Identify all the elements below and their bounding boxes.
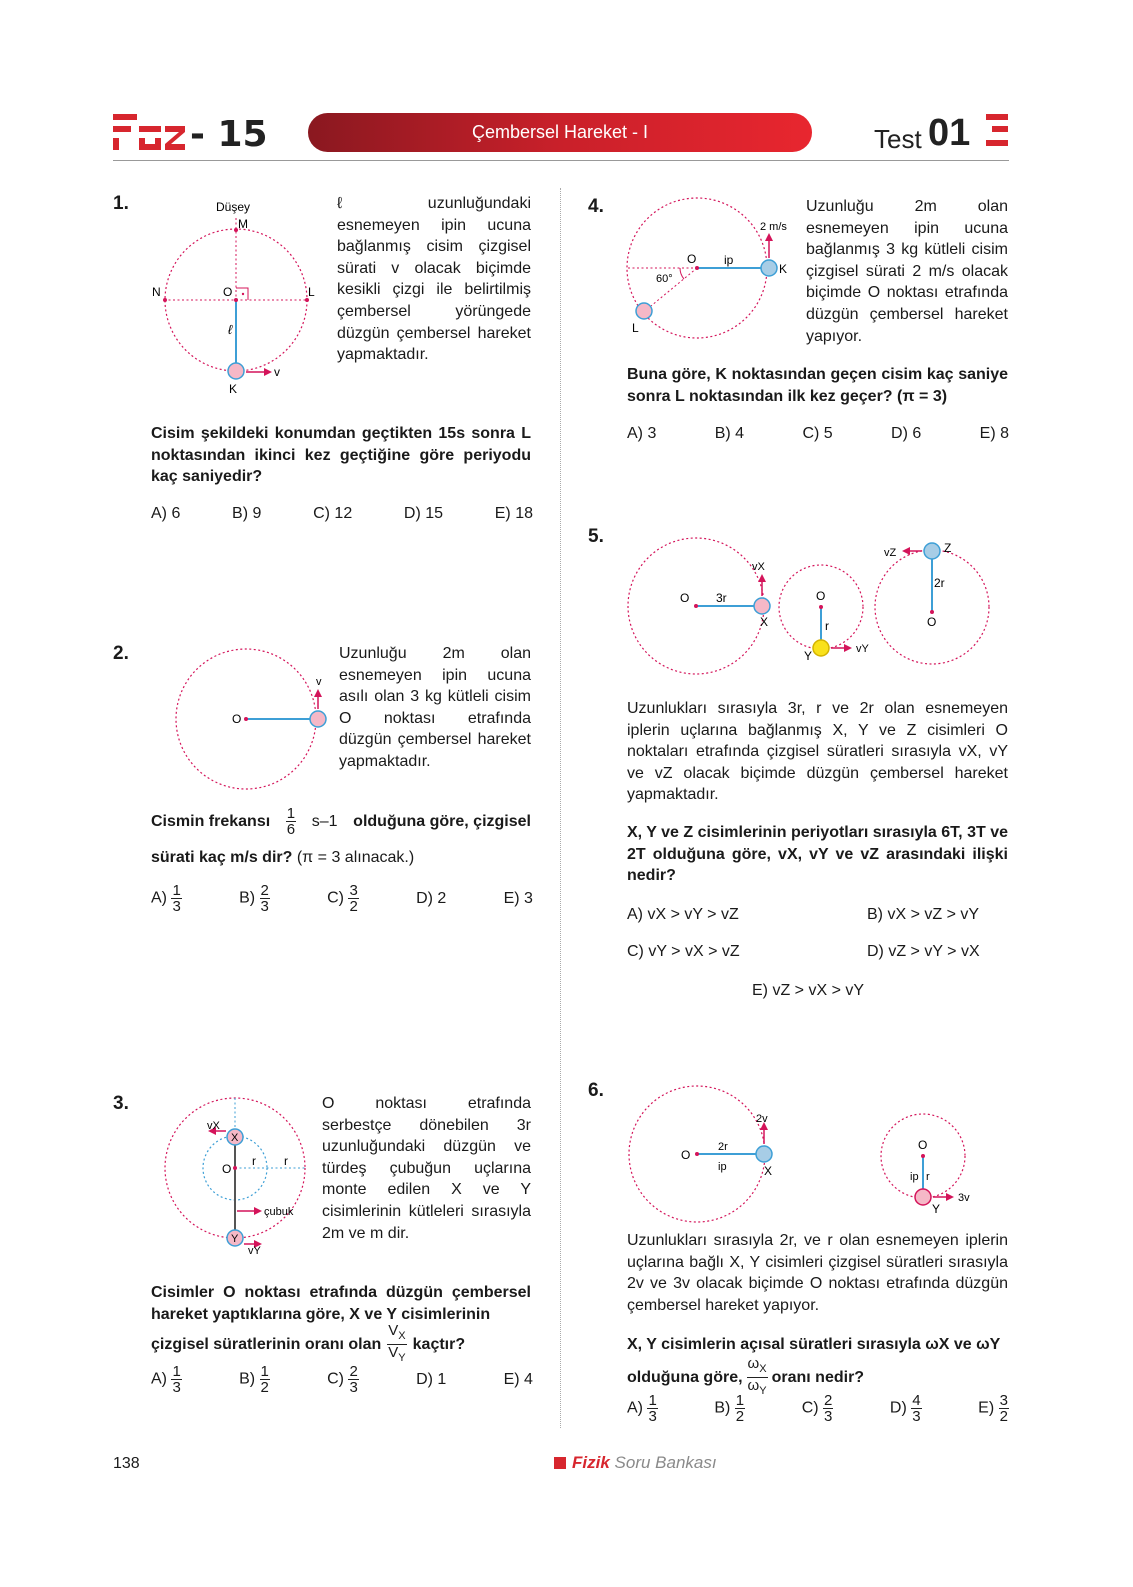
svg-text:ip: ip <box>724 253 734 267</box>
svg-text:O: O <box>927 615 937 629</box>
svg-text:ip: ip <box>910 1171 919 1183</box>
q6-question-line2: olduğuna göre, $\frac{\omega_X}{\omega_Y}$ oranı nedir? <box>627 1355 865 1397</box>
option-d[interactable]: D) 6 <box>891 425 922 442</box>
option-a[interactable]: A) 6 <box>151 505 181 522</box>
option-a[interactable]: A) vX > vY > vZ <box>627 906 739 923</box>
svg-text:X: X <box>231 1132 239 1144</box>
q2-question-line1: Cismin frekansı $\frac{1}{6}$ s–1 olduğuna göre, çizgisel <box>151 805 531 838</box>
option-c[interactable]: C) 12 <box>313 505 353 522</box>
option-b[interactable]: B) $\frac{1}{2}$ <box>714 1392 745 1425</box>
option-d[interactable]: D) vZ > vY > vX <box>867 943 980 960</box>
svg-text:2v: 2v <box>756 1113 768 1125</box>
q2-question-line2: sürati kaç m/s dir? (π = 3 alınacak.) <box>151 849 415 866</box>
svg-text:2r: 2r <box>718 1141 728 1153</box>
svg-text:L: L <box>632 321 639 335</box>
svg-text:vY: vY <box>248 1245 261 1257</box>
option-a[interactable]: A) $\frac{1}{3}$ <box>627 1392 657 1425</box>
q4-figure <box>622 193 804 345</box>
question-number: 1. <box>113 193 129 214</box>
option-b[interactable]: B) 9 <box>232 505 262 522</box>
svg-text:Z: Z <box>944 541 952 555</box>
svg-text:v: v <box>316 676 322 688</box>
svg-text:O: O <box>680 591 690 605</box>
q6-text: Uzunlukları sırasıyla 2r, ve r olan esnemeyen iplerin uçlarına bağlı X, Y cisimleri çizgisel süratleri sırasıyla 2v ve 3v olacak biçimde O noktası etrafında düzgün çembersel hareket yapıyor. <box>627 1232 1008 1314</box>
option-b[interactable]: B) $\frac{2}{3}$ <box>239 882 269 915</box>
square-icon <box>554 1457 566 1469</box>
q4-question: Buna göre, K noktasından geçen cisim kaç saniye sonra L noktasından ilk kez geçer? (π = 3) <box>627 366 1008 405</box>
test-number: 01 <box>928 112 971 154</box>
svg-text:v: v <box>274 365 280 379</box>
q5-question: X, Y ve Z cisimlerinin periyotları sırasıyla 6T, 3T ve 2T olduğuna göre, vX, vY ve vZ arasındaki ilişki nedir? <box>627 824 1008 885</box>
q3-text: O noktası etrafında serbestçe dönebilen 3r uzunluğundaki düzgün ve türdeş çubuğun uçlarına monte edilen X ve Y cisimlerinin kütleleri sırasıyla 2m ve m dir. <box>322 1095 531 1242</box>
option-c[interactable]: C) vY > vX > vZ <box>627 943 740 960</box>
svg-text:O: O <box>918 1138 928 1152</box>
option-e[interactable]: E) 4 <box>503 1370 533 1388</box>
svg-text:Y: Y <box>932 1202 941 1216</box>
question-number: 5. <box>588 526 604 547</box>
option-e[interactable]: E) 3 <box>503 889 533 907</box>
q3-question-line1: Cisimler O noktası etrafında düzgün çembersel hareket yaptıklarına göre, X ve Y cisimlerinin <box>151 1284 531 1323</box>
brand-mark-icon <box>984 112 1010 152</box>
svg-text:2r: 2r <box>934 576 945 590</box>
option-e[interactable]: E) 18 <box>494 505 533 522</box>
option-a[interactable]: A) 3 <box>627 425 657 442</box>
option-a[interactable]: A) $\frac{1}{3}$ <box>151 882 181 915</box>
svg-text:r: r <box>252 1154 256 1168</box>
svg-text:M: M <box>238 217 248 231</box>
q4-options <box>627 425 1009 443</box>
test-label: Test <box>874 124 922 154</box>
svg-text:O: O <box>222 1162 232 1176</box>
q6-figure <box>622 1082 984 1228</box>
svg-text:vZ: vZ <box>884 547 897 559</box>
svg-text:X: X <box>764 1164 773 1178</box>
svg-text:K: K <box>779 262 788 276</box>
svg-text:N: N <box>152 285 161 299</box>
question-number: 3. <box>113 1093 129 1114</box>
series-number: - 15 <box>190 114 268 155</box>
svg-text:O: O <box>687 252 697 266</box>
header-rule <box>113 160 1009 161</box>
svg-text:3r: 3r <box>716 591 727 605</box>
svg-text:Y: Y <box>231 1233 239 1245</box>
q1-question: Cisim şekildeki konumdan geçtikten 15s sonra L noktasından ikinci kez geçtiğine göre periyodu kaç saniyedir? <box>151 425 531 486</box>
svg-text:r: r <box>926 1171 930 1183</box>
q6-options <box>627 1393 1009 1424</box>
option-e[interactable]: E) vZ > vX > vY <box>752 982 865 999</box>
q3-options <box>151 1364 533 1395</box>
svg-text:çubuk: çubuk <box>264 1206 294 1218</box>
option-c[interactable]: C) 5 <box>802 425 833 442</box>
svg-text:O: O <box>223 285 233 299</box>
q5-text: Uzunlukları sırasıyla 3r, r ve 2r olan esnemeyen iplerin uçlarına bağlanmış X, Y ve Z cisimleri O noktaları etrafında çizgisel süratleri sırasıyla vX, vY ve vZ olacak biçimde düzgün çembersel hareket yapmaktadır. <box>627 700 1008 804</box>
column-divider <box>560 188 561 1428</box>
option-d[interactable]: D) 1 <box>416 1370 447 1388</box>
option-c[interactable]: C) $\frac{2}{3}$ <box>327 1363 358 1396</box>
svg-text:3v: 3v <box>958 1192 970 1204</box>
option-c[interactable]: C) $\frac{2}{3}$ <box>801 1392 833 1425</box>
svg-text:2 m/s: 2 m/s <box>760 221 787 233</box>
q2-text: Uzunluğu 2m olan esnemeyen ipin ucuna asılı olan 3 kg kütleli cisim O noktası etrafında düzgün çembersel hareket yapmaktadır. <box>339 645 531 770</box>
q4-text: Uzunluğu 2m olan esnemeyen ipin ucuna bağlanmış 3 kg kütleli cisim çizgisel sürati 2 m/s olacak biçimde O noktası etrafında düzgün çembersel hareket yapıyor. <box>806 198 1008 345</box>
svg-text:O: O <box>816 589 826 603</box>
svg-text:r: r <box>284 1154 288 1168</box>
question-number: 6. <box>588 1080 604 1101</box>
q5-figure <box>622 532 996 678</box>
svg-text:vX: vX <box>207 1120 220 1132</box>
question-number: 4. <box>588 196 604 217</box>
q3-figure <box>160 1093 320 1261</box>
chapter-title-banner: Çembersel Hareket - I <box>308 113 812 152</box>
svg-text:Düşey: Düşey <box>216 200 251 214</box>
option-d[interactable]: D) 2 <box>416 889 447 907</box>
q1-text: ℓ uzunluğundaki esnemeyen ipin ucuna bağlanmış cisim çizgisel sürati v olacak biçimde kesikli çizgi ile belirtilmiş çembersel yörüngede düzgün çembersel hareket yapmaktadır. <box>337 195 531 364</box>
svg-text:60°: 60° <box>656 273 673 285</box>
svg-text:K: K <box>229 382 238 396</box>
option-d[interactable]: D) 15 <box>403 505 444 522</box>
q1-figure <box>150 196 330 400</box>
option-a[interactable]: A) $\frac{1}{3}$ <box>151 1363 181 1396</box>
svg-text:ip: ip <box>718 1161 727 1173</box>
q6-question-line1: X, Y cisimlerin açısal süratleri sırasıyla ωX ve ωY <box>627 1336 1001 1353</box>
option-b[interactable]: B) 4 <box>714 425 745 442</box>
option-e[interactable]: E) 8 <box>979 425 1009 442</box>
svg-text:Y: Y <box>804 649 813 663</box>
svg-text:ℓ: ℓ <box>228 322 233 337</box>
option-d[interactable]: D) $\frac{4}{3}$ <box>889 1392 921 1425</box>
svg-text:X: X <box>760 615 769 629</box>
book-title: Fizik Soru Bankası <box>554 1453 717 1473</box>
svg-text:L: L <box>308 285 315 299</box>
svg-text:O: O <box>232 712 242 726</box>
question-number: 2. <box>113 643 129 664</box>
q2-options <box>151 883 533 914</box>
option-e[interactable]: E) $\frac{3}{2}$ <box>978 1392 1008 1425</box>
option-b[interactable]: B) vX > vZ > vY <box>867 906 980 923</box>
svg-text:vX: vX <box>752 561 765 573</box>
svg-text:O: O <box>681 1148 691 1162</box>
svg-text:r: r <box>825 619 829 633</box>
q1-options <box>151 505 533 523</box>
q3-question-line2: çizgisel süratlerinin oranı olan $\frac{V_X}{V_Y}$ kaçtır? <box>151 1322 466 1364</box>
q2-figure <box>170 645 340 795</box>
page-number: 138 <box>113 1455 140 1472</box>
option-b[interactable]: B) $\frac{1}{2}$ <box>239 1363 269 1396</box>
option-c[interactable]: C) $\frac{3}{2}$ <box>327 882 358 915</box>
svg-text:vY: vY <box>856 643 869 655</box>
